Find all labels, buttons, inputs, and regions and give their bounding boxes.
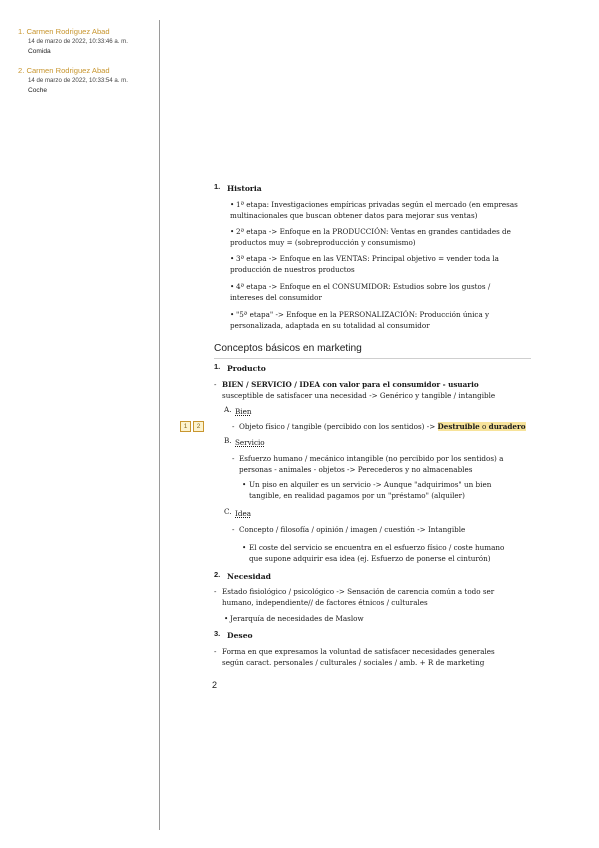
historia-item-5-line-1: "5ª etapa" -> Enfoque en la PERSONALIZACIÓN: Producción única y [236,310,490,319]
bullet-icon: • [242,543,247,552]
heading-number: 2. [214,570,221,579]
deseo-line-1: Forma en que expresamos la voluntad de satisfacer necesidades generales [222,647,495,656]
comment-marker-2[interactable]: 2 [193,421,204,432]
page-number: 2 [212,680,218,690]
heading-producto: Producto [227,364,266,373]
historia-item-2-line-1: 2ª etapa -> Enfoque en la PRODUCCIÓN: Ventas en grandes cantidades de [236,227,511,236]
historia-item-3-line-2: producción de nuestros productos [230,265,355,274]
comment-text: Coche [28,87,48,94]
necesidad-line-2: humano, independiente// de factores étnicos / culturales [222,598,428,607]
bullet-icon: • [230,200,235,209]
dash-icon: - [232,422,235,431]
historia-item-5-line-2: personalizada, adaptada en su totalidad al consumidor [230,321,430,330]
bullet-icon: • [242,480,247,489]
section-rule [214,358,531,359]
idea-sub-line-2: que supone adquirir esa idea (ej. Esfuerzo de ponerse el cinturón) [249,554,491,563]
producto-definition-line-1: BIEN / SERVICIO / IDEA con valor para el consumidor - usuario [222,380,479,389]
dash-icon: - [232,454,235,463]
heading-necesidad: Necesidad [227,572,271,581]
dash-icon: - [214,380,217,389]
subheading-letter: A. [224,405,232,414]
servicio-line-1: Esfuerzo humano / mecánico intangible (no percibido por los sentidos) a [239,454,504,463]
historia-item-4-line-2: intereses del consumidor [230,293,322,302]
comment-author: Carmen Rodriguez Abad [26,66,110,75]
bullet-icon: • [224,614,229,623]
connector-o: o [479,422,489,431]
deseo-line-2: según caract. personales / culturales / sociales / amb. + R de marketing [222,658,485,667]
comment-date: 14 de marzo de 2022, 10:33:54 a. m. [28,77,128,84]
servicio-sub-line-1: Un piso en alquiler es un servicio -> Aunque "adquirimos" un bien [249,480,492,489]
historia-item-4-line-1: 4ª etapa -> Enfoque en el CONSUMIDOR: Estudios sobre los gustos / [236,282,491,291]
necesidad-sub: Jerarquía de necesidades de Maslow [230,614,364,623]
section-title: Conceptos básicos en marketing [214,343,362,354]
subheading-bien: Bien [235,407,252,416]
historia-item-1-line-1: 1ª etapa: Investigaciones empíricas privadas según el mercado (en empresas [236,200,518,209]
dash-icon: - [214,647,217,656]
bien-line [239,422,526,432]
comment-index: 2. [18,66,25,75]
subheading-servicio: Servicio [235,438,265,447]
servicio-sub-line-2: tangible, en realidad pagamos por un "préstamo" (alquiler) [249,491,465,500]
bullet-icon: • [230,227,235,236]
subheading-letter: C. [224,507,232,516]
comment-index: 1. [18,27,25,36]
duradero-highlight: duradero [488,422,526,431]
comment-author: Carmen Rodriguez Abad [26,27,110,36]
idea-line-1: Concepto / filosofía / opinión / imagen / cuestión -> Intangible [239,525,466,534]
servicio-line-2: personas - animales - objetos -> Perecederos y no almacenables [239,465,473,474]
historia-item-2-line-2: productos muy = (sobreproducción y consumismo) [230,238,416,247]
necesidad-line-1: Estado fisiológico / psicológico -> Sensación de carencia común a todo ser [222,587,495,596]
bullet-icon: • [230,282,235,291]
heading-number: 3. [214,629,221,638]
subheading-idea: Idea [235,509,251,518]
heading-deseo: Deseo [227,631,253,640]
destruible-highlight: Destruible [437,422,480,431]
comment-date: 14 de marzo de 2022, 10:33:46 a. m. [28,38,128,45]
historia-item-3-line-1: 3ª etapa -> Enfoque en las VENTAS: Principal objetivo = vender toda la [236,254,499,263]
bullet-icon: • [230,254,235,263]
heading-historia: Historia [227,184,262,193]
heading-number: 1. [214,362,221,371]
subheading-letter: B. [224,436,232,445]
bullet-icon: • [230,310,235,319]
idea-sub-line-1: El coste del servicio se encuentra en el esfuerzo físico / coste humano [249,543,505,552]
bien-definition: Objeto físico / tangible (percibido con los sentidos) -> [239,422,438,431]
dash-icon: - [214,587,217,596]
comment-marker-1[interactable]: 1 [180,421,191,432]
comment-text: Comida [28,48,51,55]
heading-number: 1. [214,182,221,191]
dash-icon: - [232,525,235,534]
historia-item-1-line-2: multinacionales que buscan obtener datos para mejorar sus ventas) [230,211,478,220]
producto-definition-line-2: susceptible de satisfacer una necesidad -> Genérico y tangible / intangible [222,391,496,400]
